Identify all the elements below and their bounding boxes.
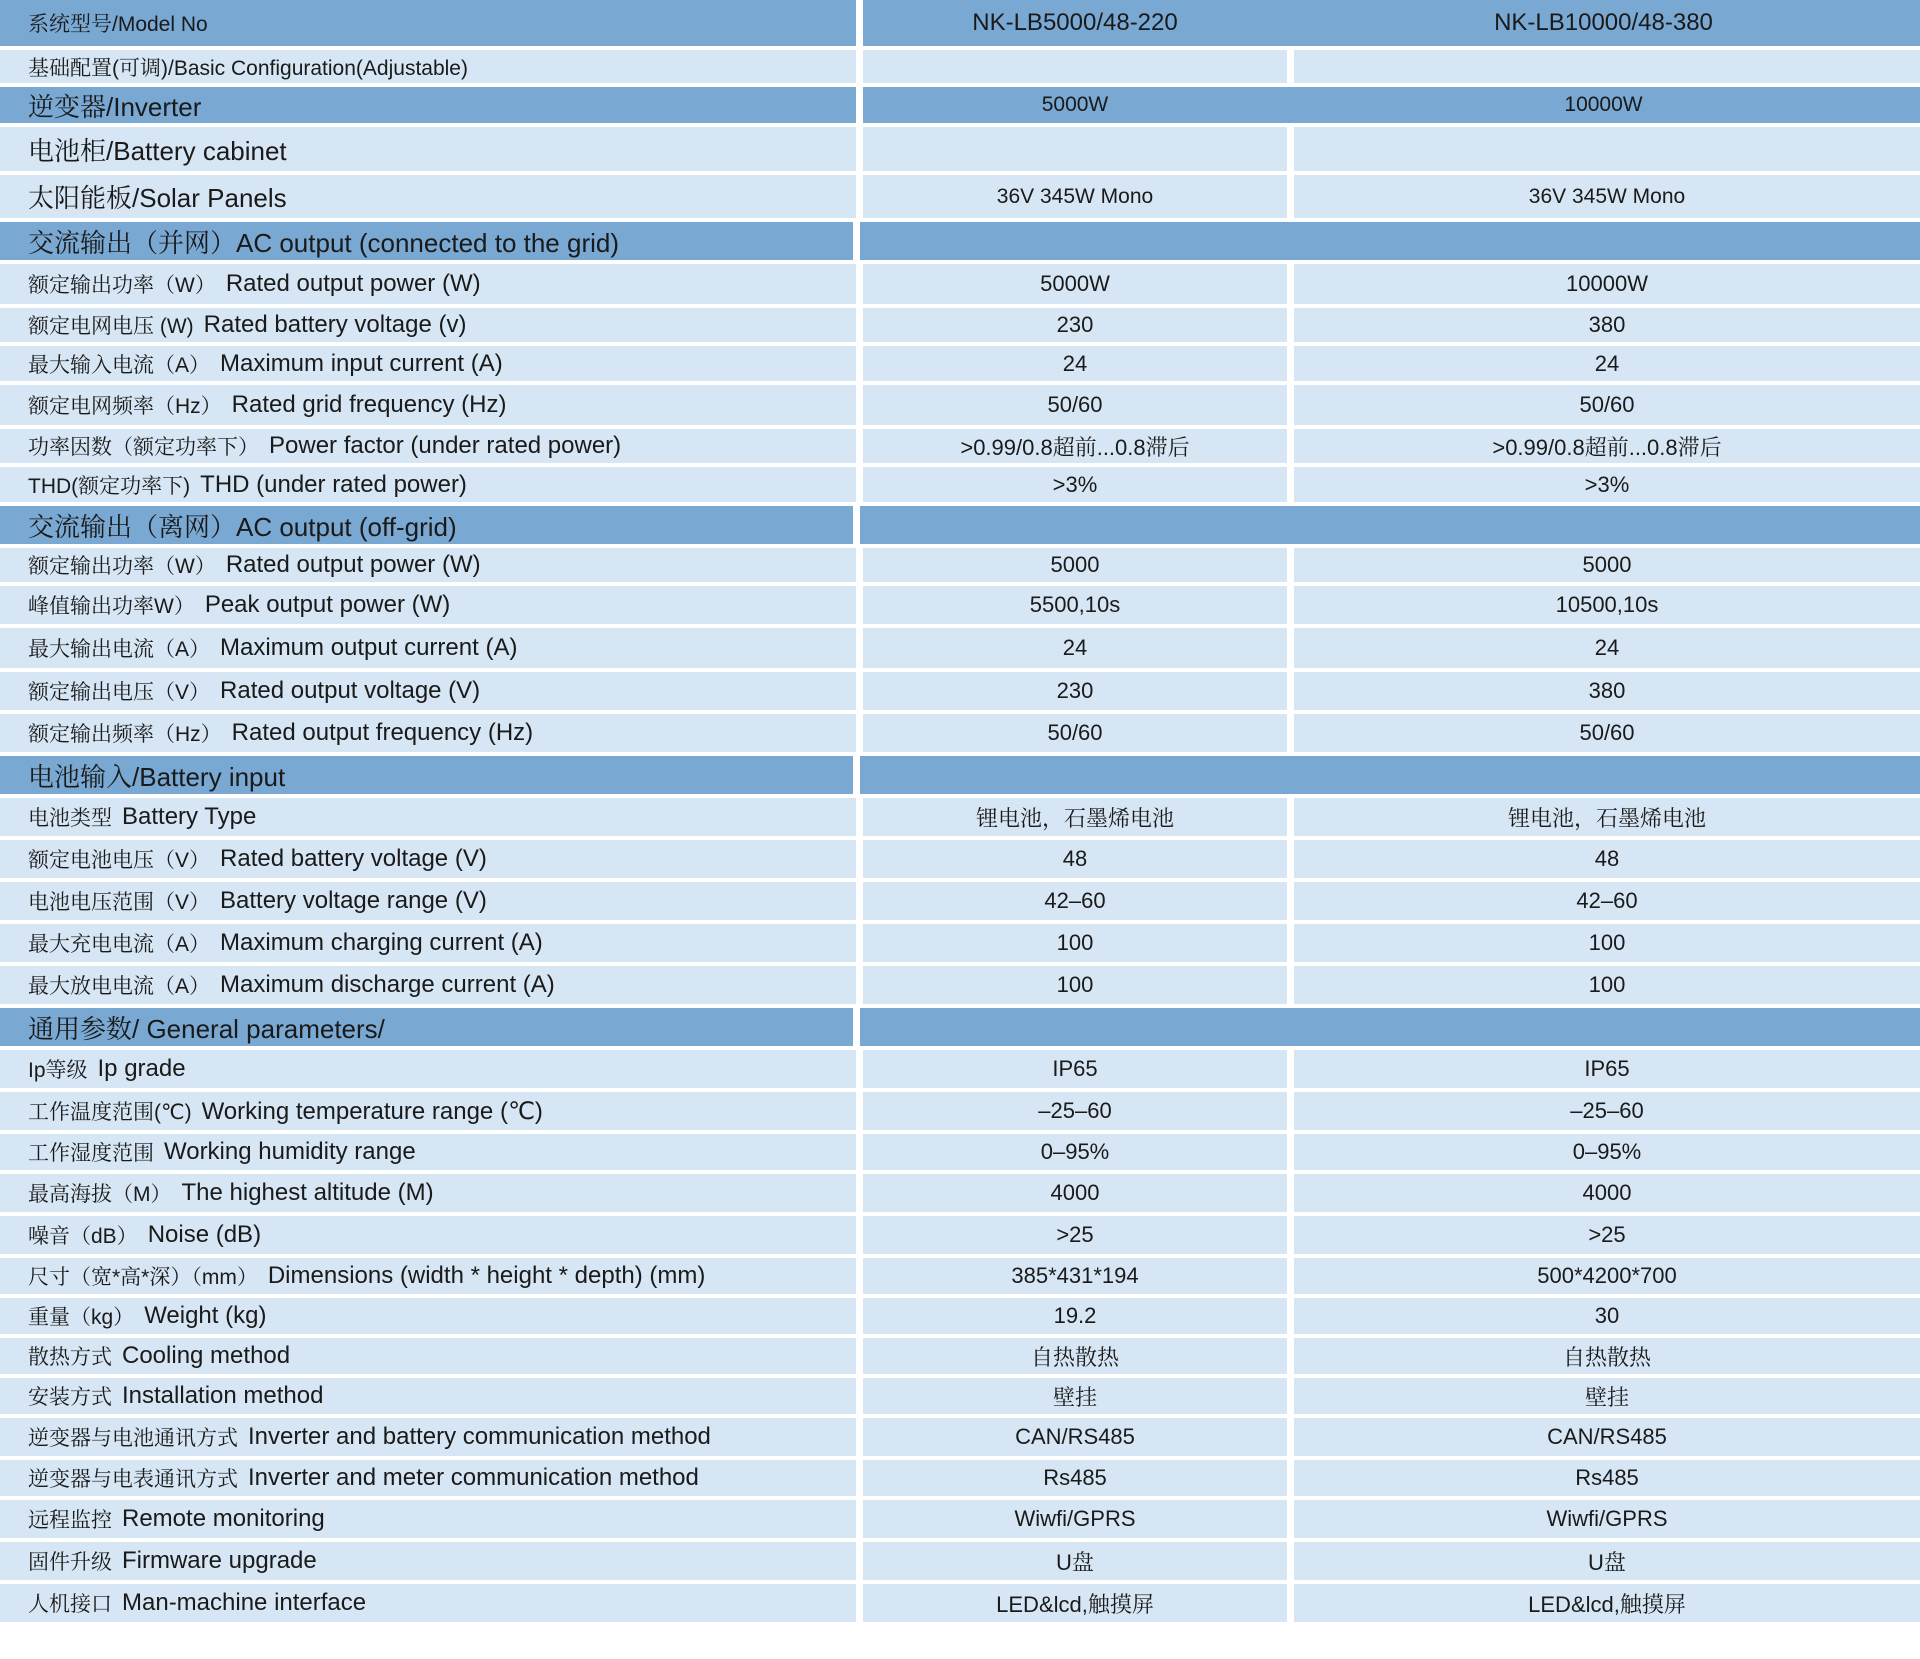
row-label-en: Power factor (under rated power) (269, 432, 622, 459)
row-label-en: Rated grid frequency (Hz) (231, 391, 507, 418)
battery-cabinet-v2 (1294, 127, 1920, 171)
table-row (0, 467, 1920, 506)
table-row (0, 429, 1920, 467)
section-grid-output (0, 222, 1920, 264)
row-label-cn: 额定输出功率（W） (28, 555, 216, 578)
row-label (0, 1174, 856, 1212)
table-row (0, 1134, 1920, 1174)
row-label-en: Installation method (122, 1382, 324, 1409)
solar-row (0, 175, 1920, 222)
value-model-1: LED&lcd,触摸屏 (863, 1584, 1287, 1622)
row-label-cn: 额定电池电压（V） (28, 849, 211, 872)
value-model-1: 锂电池，石墨烯电池 (863, 798, 1287, 836)
row-label (0, 1092, 856, 1130)
row-label-cn: 峰值输出功率W） (28, 595, 195, 618)
row-label-cn: 远程监控 (28, 1509, 112, 1532)
row-label-cn: 人机接口 (28, 1593, 112, 1616)
row-label (0, 1500, 856, 1538)
row-label (0, 798, 856, 836)
value-model-2: 0–95% (1294, 1134, 1920, 1170)
table-row (0, 308, 1920, 346)
row-label (0, 346, 856, 381)
value-model-2: IP65 (1294, 1050, 1920, 1088)
row-label-cn: 工作温度范围(℃) (28, 1101, 192, 1124)
row-label-cn: 额定输出频率（Hz） (28, 723, 222, 746)
value-model-1: 230 (863, 308, 1287, 342)
model-2: NK-LB10000/48-380 (1287, 0, 1920, 46)
row-label-cn: 最高海拔（M） (28, 1183, 172, 1206)
value-model-1: 42–60 (863, 882, 1287, 920)
table-row (0, 385, 1920, 429)
value-model-1: 4000 (863, 1174, 1287, 1212)
value-model-1: 48 (863, 840, 1287, 878)
value-model-2: 42–60 (1294, 882, 1920, 920)
table-row (0, 586, 1920, 628)
row-label-en: Rated output power (W) (225, 270, 481, 297)
value-model-2: 30 (1294, 1298, 1920, 1334)
row-label (0, 1378, 856, 1414)
row-label-cn: 工作湿度范围 (28, 1142, 154, 1165)
table-row (0, 1092, 1920, 1134)
row-label-en: Peak output power (W) (204, 591, 451, 618)
value-model-1: >0.99/0.8超前...0.8滞后 (863, 429, 1287, 463)
solar-v1: 36V 345W Mono (863, 175, 1287, 218)
table-row (0, 1258, 1920, 1298)
value-model-2: 自热散热 (1294, 1338, 1920, 1374)
row-label-cn: 额定电网频率（Hz） (28, 395, 222, 418)
value-model-1: 230 (863, 672, 1287, 710)
row-label (0, 1542, 856, 1580)
value-model-1: 0–95% (863, 1134, 1287, 1170)
table-row (0, 346, 1920, 385)
value-model-1: 385*431*194 (863, 1258, 1287, 1294)
value-model-2: LED&lcd,触摸屏 (1294, 1584, 1920, 1622)
inverter-row (0, 87, 1920, 127)
row-label-en: Battery Type (122, 803, 257, 830)
value-model-2: 4000 (1294, 1174, 1920, 1212)
row-label-cn: 逆变器与电表通讯方式 (28, 1468, 238, 1491)
row-label-cn: 逆变器与电池通讯方式 (28, 1427, 238, 1450)
value-model-2: >25 (1294, 1216, 1920, 1254)
row-label-cn: 散热方式 (28, 1346, 112, 1369)
table-row (0, 1216, 1920, 1258)
value-model-2: 380 (1294, 308, 1920, 342)
battery-cabinet-label: 电池柜/Battery cabinet (0, 127, 856, 171)
row-label-en: Maximum input current (A) (220, 349, 503, 377)
row-label (0, 1050, 856, 1088)
row-label (0, 882, 856, 920)
section-general-parameters (0, 1008, 1920, 1050)
value-model-1: CAN/RS485 (863, 1418, 1287, 1456)
value-model-1: 5000W (863, 264, 1287, 304)
row-label-en: Rated output voltage (V) (220, 677, 481, 704)
row-label-cn: 尺寸（宽*高*深）（mm） (28, 1266, 258, 1289)
row-label-cn: 噪音（dB） (28, 1225, 138, 1248)
row-label-en: Maximum output current (A) (220, 634, 518, 661)
model-1: NK-LB5000/48-220 (863, 0, 1287, 46)
row-label (0, 467, 856, 502)
row-label-cn: 安装方式 (28, 1386, 112, 1409)
value-model-1: Wiwfi/GPRS (863, 1500, 1287, 1538)
value-model-1: 19.2 (863, 1298, 1287, 1334)
table-row (0, 1542, 1920, 1584)
row-label (0, 1258, 856, 1294)
offgrid-output-rows (0, 548, 1920, 756)
row-label-en: Battery voltage range (V) (220, 887, 487, 914)
table-row (0, 840, 1920, 882)
value-model-2: 100 (1294, 924, 1920, 962)
row-label (0, 924, 856, 962)
section-offgrid-fill (860, 506, 1920, 544)
row-label (0, 1460, 856, 1496)
row-label-en: Rated output power (W) (225, 551, 481, 578)
model-row (0, 0, 1920, 50)
value-model-1: 24 (863, 628, 1287, 668)
row-label-en: Rated battery voltage (V) (220, 845, 487, 872)
value-model-2: Wiwfi/GPRS (1294, 1500, 1920, 1538)
table-row (0, 1174, 1920, 1216)
section-battery-label: 电池输入/Battery input (0, 756, 853, 794)
value-model-1: 50/60 (863, 714, 1287, 752)
value-model-2: CAN/RS485 (1294, 1418, 1920, 1456)
inverter-label: 逆变器/Inverter (0, 87, 856, 123)
row-label-en: Dimensions (width * height * depth) (mm) (267, 1262, 706, 1289)
row-label-en: Noise (dB) (147, 1221, 262, 1248)
row-label-en: Maximum charging current (A) (220, 929, 543, 956)
row-label-en: Working humidity range (164, 1138, 416, 1165)
row-label (0, 586, 856, 624)
basic-config-v1 (863, 50, 1287, 83)
basic-config-row (0, 50, 1920, 87)
row-label-cn: 额定输出功率（W） (28, 274, 216, 297)
table-row (0, 672, 1920, 714)
value-model-1: 5500,10s (863, 586, 1287, 624)
table-row (0, 1050, 1920, 1092)
value-model-2: 24 (1294, 628, 1920, 668)
value-model-2: >3% (1294, 467, 1920, 502)
row-label-en: Inverter and battery communication method (248, 1423, 711, 1450)
row-label-cn: 最大充电电流（A） (28, 933, 211, 956)
section-grid-label: 交流输出（并网）AC output (connected to the grid) (0, 222, 853, 260)
value-model-2: 50/60 (1294, 714, 1920, 752)
inverter-v2: 10000W (1287, 87, 1920, 123)
row-label (0, 672, 856, 710)
row-label (0, 1134, 856, 1170)
row-label (0, 429, 856, 463)
battery-cabinet-row (0, 127, 1920, 175)
row-label (0, 840, 856, 878)
general-parameter-rows (0, 1050, 1920, 1626)
value-model-1: >3% (863, 467, 1287, 502)
table-row (0, 1584, 1920, 1626)
row-label (0, 1584, 856, 1622)
row-label-en: Rated battery voltage (v) (203, 311, 467, 338)
row-label-cn: 电池类型 (28, 807, 112, 830)
row-label-cn: 额定输出电压（V） (28, 681, 211, 704)
value-model-2: 100 (1294, 966, 1920, 1004)
value-model-2: 48 (1294, 840, 1920, 878)
value-model-1: Rs485 (863, 1460, 1287, 1496)
table-row (0, 714, 1920, 756)
row-label-en: Ip grade (97, 1055, 186, 1082)
row-label-cn: 最大输出电流（A） (28, 638, 211, 661)
value-model-1: 5000 (863, 548, 1287, 582)
value-model-1: 100 (863, 966, 1287, 1004)
row-label-cn: 最大放电电流（A） (28, 975, 211, 998)
value-model-1: –25–60 (863, 1092, 1287, 1130)
basic-config-v2 (1294, 50, 1920, 83)
row-label (0, 308, 856, 342)
row-label (0, 714, 856, 752)
table-row (0, 264, 1920, 308)
value-model-1: 50/60 (863, 385, 1287, 425)
table-row (0, 882, 1920, 924)
value-model-1: 壁挂 (863, 1378, 1287, 1414)
row-label-en: The highest altitude (M) (181, 1179, 434, 1206)
row-label (0, 1338, 856, 1374)
row-label-cn: 重量（kg） (28, 1306, 135, 1329)
row-label-cn: 固件升级 (28, 1551, 112, 1574)
value-model-2: 50/60 (1294, 385, 1920, 425)
row-label-cn: 电池电压范围（V） (28, 891, 211, 914)
model-label: 系统型号/Model No (0, 0, 856, 46)
row-label-en: Maximum discharge current (A) (220, 971, 555, 998)
row-label (0, 1418, 856, 1456)
row-label-en: Firmware upgrade (122, 1547, 317, 1574)
row-label-en: Inverter and meter communication method (248, 1464, 699, 1491)
solar-v2: 36V 345W Mono (1294, 175, 1920, 218)
row-label-cn: THD(额定功率下) (28, 474, 191, 498)
section-battery-input (0, 756, 1920, 798)
section-general-fill (860, 1008, 1920, 1046)
row-label-en: Rated output frequency (Hz) (231, 719, 534, 746)
value-model-2: 10500,10s (1294, 586, 1920, 624)
row-label-en: Working temperature range (℃) (201, 1097, 543, 1125)
value-model-2: 锂电池，石墨烯电池 (1294, 798, 1920, 836)
row-label-cn: 最大输入电流（A） (28, 353, 211, 377)
section-offgrid-output (0, 506, 1920, 548)
table-row (0, 1378, 1920, 1418)
row-label-cn: 额定电网电压 (W) (28, 315, 194, 338)
row-label-en: Weight (kg) (144, 1302, 267, 1329)
value-model-2: 壁挂 (1294, 1378, 1920, 1414)
row-label (0, 628, 856, 668)
table-row (0, 1460, 1920, 1500)
basic-config-label: 基础配置(可调)/Basic Configuration(Adjustable) (0, 50, 856, 83)
solar-label: 太阳能板/Solar Panels (0, 175, 856, 218)
table-row (0, 1500, 1920, 1542)
table-row (0, 1418, 1920, 1460)
value-model-2: U盘 (1294, 1542, 1920, 1580)
section-battery-fill (860, 756, 1920, 794)
inverter-v1: 5000W (863, 87, 1287, 123)
value-model-2: 500*4200*700 (1294, 1258, 1920, 1294)
battery-cabinet-v1 (863, 127, 1287, 171)
value-model-1: 自热散热 (863, 1338, 1287, 1374)
value-model-1: 24 (863, 346, 1287, 381)
row-label-cn: 功率因数（额定功率下） (28, 436, 259, 459)
table-row (0, 798, 1920, 840)
row-label-en: Cooling method (122, 1342, 291, 1369)
row-label-cn: Ip等级 (28, 1059, 88, 1082)
row-label-en: Man-machine interface (122, 1589, 367, 1616)
table-row (0, 966, 1920, 1008)
row-label (0, 1216, 856, 1254)
table-row (0, 548, 1920, 586)
battery-input-rows (0, 798, 1920, 1008)
value-model-2: –25–60 (1294, 1092, 1920, 1130)
value-model-2: Rs485 (1294, 1460, 1920, 1496)
table-row (0, 1298, 1920, 1338)
row-label (0, 966, 856, 1004)
table-row (0, 1338, 1920, 1378)
value-model-1: 100 (863, 924, 1287, 962)
value-model-2: 24 (1294, 346, 1920, 381)
value-model-1: >25 (863, 1216, 1287, 1254)
section-grid-fill (860, 222, 1920, 260)
value-model-2: 5000 (1294, 548, 1920, 582)
section-offgrid-label: 交流输出（离网）AC output (off-grid) (0, 506, 853, 544)
row-label (0, 264, 856, 304)
table-row (0, 924, 1920, 966)
table-row (0, 628, 1920, 672)
section-general-label: 通用参数/ General parameters/ (0, 1008, 853, 1046)
value-model-2: 380 (1294, 672, 1920, 710)
value-model-1: IP65 (863, 1050, 1287, 1088)
grid-output-rows (0, 264, 1920, 506)
row-label-en: Remote monitoring (122, 1505, 325, 1532)
row-label (0, 1298, 856, 1334)
row-label (0, 548, 856, 582)
row-label (0, 385, 856, 425)
value-model-2: >0.99/0.8超前...0.8滞后 (1294, 429, 1920, 463)
value-model-1: U盘 (863, 1542, 1287, 1580)
value-model-2: 10000W (1294, 264, 1920, 304)
row-label-en: THD (under rated power) (200, 470, 467, 498)
